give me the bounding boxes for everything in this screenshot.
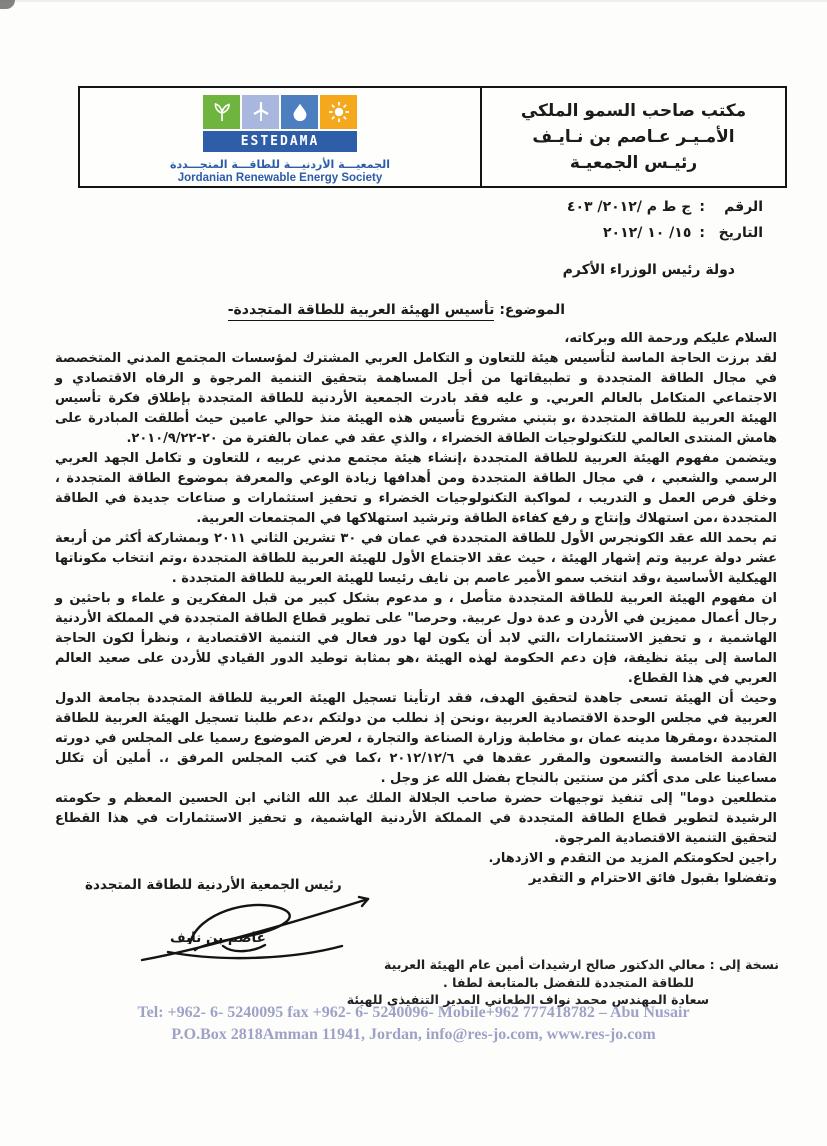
reference-label: الرقم [724, 199, 763, 215]
footer-address-line: P.O.Box 2818Amman 11941, Jordan, info@res-jo.com, www.res-jo.com [171, 1026, 656, 1043]
cc-line-1: نسخة إلى : معالي الدكتور صالح ارشيدات أمين عام الهيئة العربية [384, 957, 779, 972]
closing-line-1: راجين لحكومتكم المزيد من التقدم و الازدهار. [488, 851, 777, 866]
recipient-line: دولة رئيس الوزراء الأكرم [562, 262, 735, 278]
estedama-wordmark: ESTEDAMA [203, 131, 357, 152]
footer-phone-line: Tel: +962- 6- 5240095 fax +962- 6- 5240096- Mobile+962 777418782 – Abu Nusair [137, 1004, 690, 1021]
society-name-arabic: الجمعيـــة الأردنيـــة للطاقـــة المتجـــددة [170, 157, 390, 171]
body-paragraph-3: تم بحمد الله عقد الكونجرس الأول للطاقة المتجددة في عمان في ٣٠ تشرين الثاني ٢٠١١ وبمشاركة أكثر من أربعة عشر دولة عربية وتم إشهار الهيئة ، حيث عقد الاجتماع الأول للهيئة العربية للطاقة المتجددة ،وتم انتخاب مكوناتها الهيكلية الأساسية ،وقد انتخب سمو الأمير عاصم بن نايف رئيسا للهيئة العربية للطاقة المتجددة . [55, 531, 777, 586]
cc-block [347, 956, 779, 1009]
body-paragraph-4: ان مفهوم الهيئة العربية للطاقة المتجددة متأصل ، و مدعوم بشكل كبير من قبل المفكرين و علماء و باحثين و رجال أعمال مميزين في الأردن و عدة دول عربية. وحرصا" على تطوير قطاع الطاقة المتجددة في المملكة الأردنية الهاشمية ، و تحفيز الاستثمارات ،التي لابد أن يكون لها دور فعال في التنمية الاقتصادية ، ونظرأ لكون الحاجة الماسة إلى بيئة نظيفة، فإن دعم الحكومة لهذه الهيئة ،هو بمثابة توطيد الدور القيادي للأردن على صعيد العالم العربي في هذا القطاع. [55, 591, 777, 686]
signatory-name: عاصم بن نايف [170, 930, 266, 946]
reference-line [567, 194, 763, 220]
sun-icon [320, 95, 357, 129]
reference-separator: : [699, 199, 705, 215]
subject-label: الموضوع: [499, 302, 565, 318]
cc-line-3: سعادة المهندس محمد نواف الطعاني المدير التنفيذي للهيئة [346, 992, 709, 1007]
office-line-3: رئيـس الجمعيـة [569, 153, 698, 173]
contact-footer [0, 1002, 827, 1046]
office-line-2: الأمـيـر عـاصم بن نـايـف [532, 127, 735, 147]
body-paragraph-2: ويتضمن مفهوم الهيئة العربية للطاقة المتجددة ،إنشاء هيئة مجتمع مدني عربيه ، للتعاون و تكامل الجهد العربي الرسمي والشعبي ، في مجال الطاقة المتجددة ومن أهدافها زيادة الوعي والمعرفة بموضوع الطاقة المتجددة ، وخلق فرص العمل و التدريب ، لمواكبة التكنولوجيات الخضراء و تحفيز استثمارات و صناعات جديدة في الطاقة المتجددة ،من استهلاك وإنتاج و رفع كفاءة الطاقة وترشيد استهلاكها في المجتمعات العربية. [55, 451, 777, 526]
handwritten-signature [128, 888, 380, 970]
reference-value: ج ط م /٢٠١٢/ ٤٠٣ [566, 199, 692, 215]
closing-line-2: وتفضلوا بقبول فائق الاحترام و التقدير [528, 871, 777, 886]
date-line [567, 220, 763, 246]
body-paragraph-5: وحيث أن الهيئة تسعى جاهدة لتحقيق الهدف، فقد ارتأينا تسجيل الهيئة العربية للطاقة المتجددة بجامعة الدول العربية في مجلس الوحدة الاقتصادية العربية ،ونحن إذ نطلب من دولتكم ،دعم طلبنا تسجيل الهيئة العربية للطاقة المتجددة ،ومقرها مدينه عمان ،و مخاطبة وزارة الصناعة والتجارة ، لعرض الموضوع رسميا على المجلس في دورته القادمة الخامسة والتسعون والمقرر عقدها في ٢٠١٢/١٢/٦ ،كما في كتب المجلس المرفق ،. أملين أن تكلل مساعينا على مدى أكثر من سنتين بالنجاح بفضل الله عز وجل . [55, 691, 777, 786]
subject-line [228, 302, 565, 318]
water-drop-icon [281, 95, 318, 129]
date-separator: : [699, 225, 705, 241]
letter-body [55, 329, 777, 889]
subject-text: تأسيس الهيئة العربية للطاقة المتجددة- [228, 302, 495, 321]
plant-icon [203, 95, 240, 129]
body-paragraph-1: لقد برزت الحاجة الماسة لتأسيس هيئة للتعاون و التكامل العربي المشترك لمؤسسات المجتمع المدني المتخصصة في مجال الطاقة المتجددة و تطبيقاتها من أجل المساهمة بتحقيق التنمية المرجوة و الرفاه الاقتصادي و الاجتماعي المتكامل بالعالم العربي. و عليه فقد بادرت الجمعية الأردنية للطاقة المتجددة بإطلاق فكرة تأسيس الهيئة العربية للطاقة المتجددة ،و بتبني مشروع تأسيس هذه الهيئة منذ حوالي عامين حيث أطلقت المبادرة على هامش المنتدى العالمي للتكنولوجيات الطاقة الخضراء ، والذي عقد في عمان بالفترة من ٢٠-٢٠١٠/٩/٢٢. [55, 351, 777, 446]
royal-office-block [480, 88, 785, 186]
reference-date-block [567, 194, 763, 246]
signatory-title: رئيس الجمعية الأردنية للطاقة المتجددة [85, 877, 342, 893]
scan-edge [0, 0, 827, 2]
body-paragraph-6: متطلعين دوما" إلى تنفيذ توجيهات حضرة صاحب الجلالة الملك عبد الله الثاني ابن الحسين المعظم و حكومته الرشيدة لتطوير قطاع الطاقة المتجددة في المملكة الأردنية الهاشمية، و تحفيز الاستثمارات في هذا القطاع لتحقيق التنمية الاقتصادية المرجوة. [55, 791, 777, 846]
scan-corner-mark [0, 0, 15, 9]
greeting-line: السلام عليكم ورحمة الله وبركاته، [564, 331, 777, 346]
wind-turbine-icon [242, 95, 279, 129]
society-name-english: Jordanian Renewable Energy Society [177, 171, 383, 184]
logo-icon-row [203, 95, 357, 129]
cc-line-2: للطاقة المتجددة للتفضل بالمتابعة لطفا . [443, 974, 694, 990]
date-value: ١٥/ ١٠ /٢٠١٢ [603, 225, 692, 241]
society-logo-block [80, 88, 480, 186]
date-label: التاريخ [718, 225, 763, 241]
office-line-1: مكتب صاحب السمو الملكي [520, 101, 747, 121]
letterhead-box [78, 86, 787, 188]
